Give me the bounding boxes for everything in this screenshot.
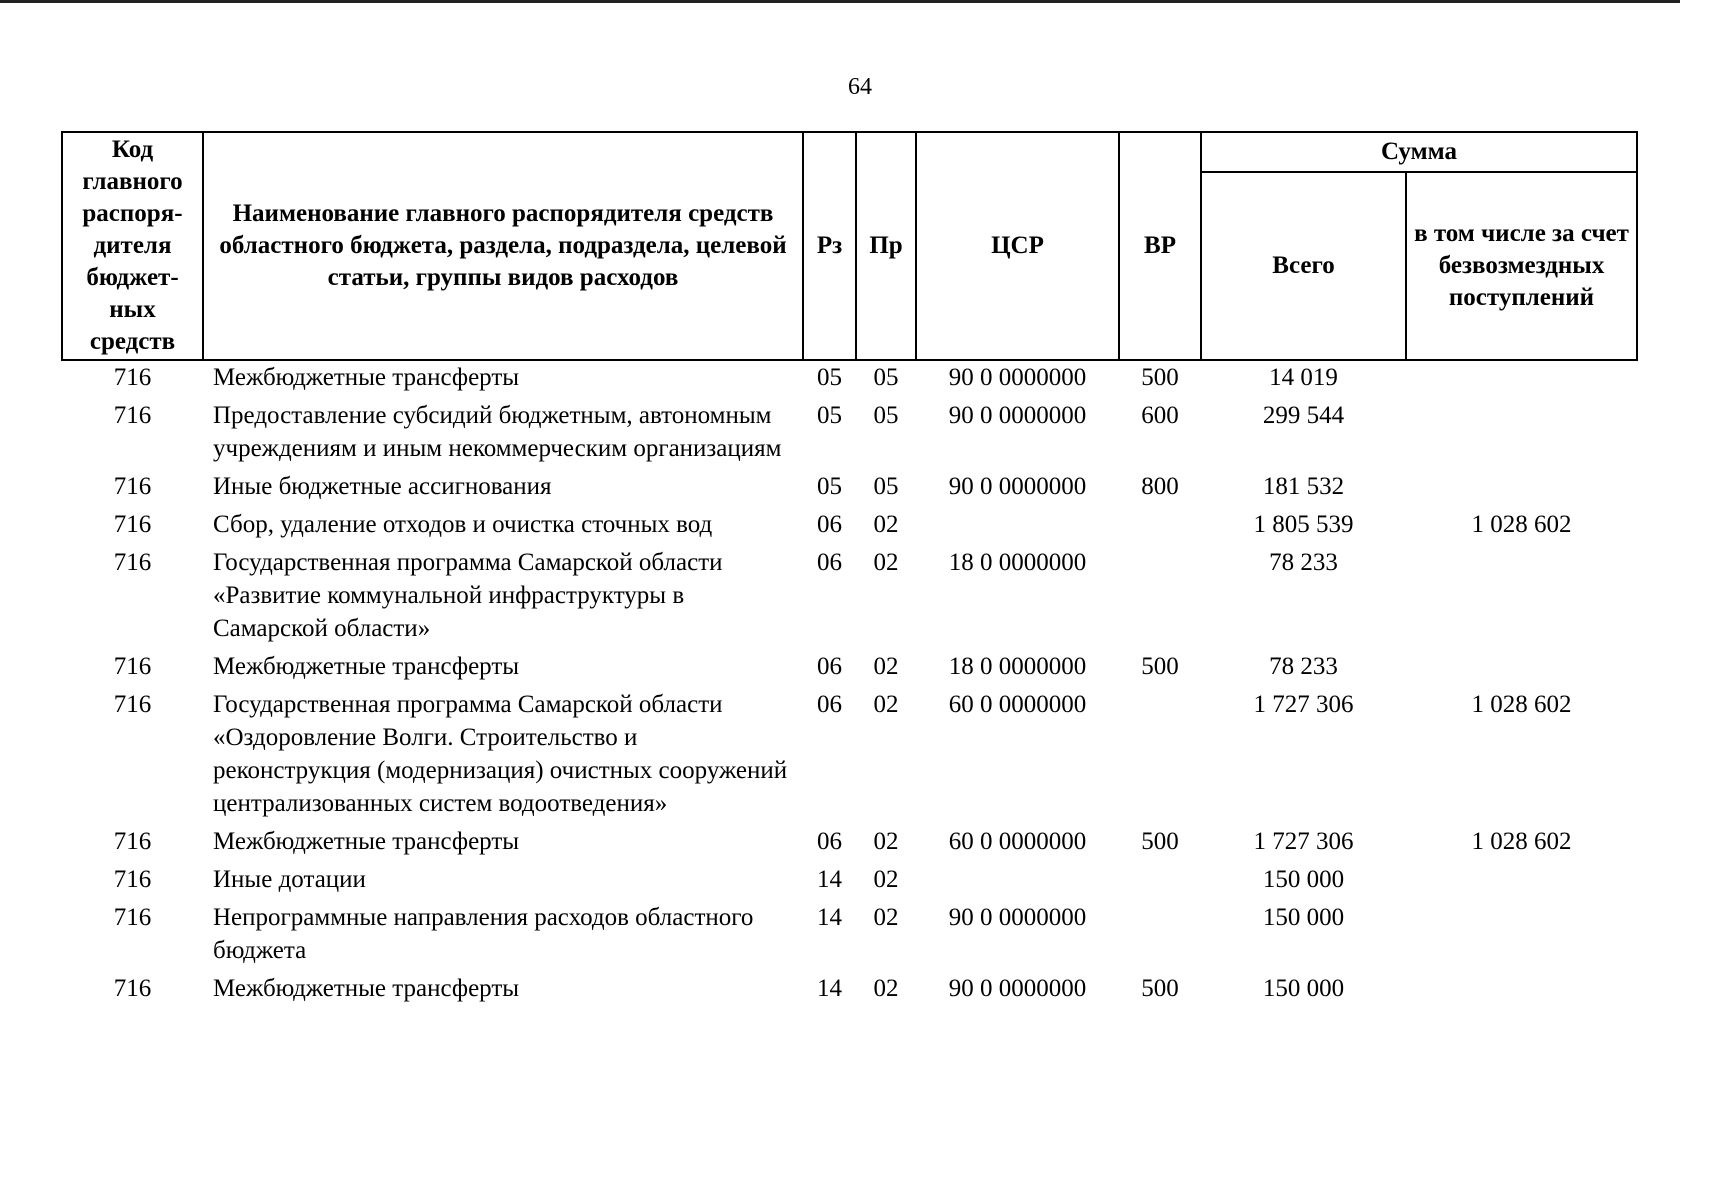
cell-csr: 60 0 0000000: [948, 691, 1087, 718]
header-name: Наименование главного распорядителя средств областного бюджета, раздела, подраздела, целевой статьи, группы видов расходов: [203, 132, 803, 360]
cell-pr: 02: [873, 866, 899, 893]
cell-name: Межбюджетные трансферты: [213, 975, 520, 1002]
cell-name: Иные дотации: [213, 866, 366, 893]
header-sum: Сумма: [1201, 132, 1637, 172]
cell-csr: [916, 863, 1119, 901]
cell-vr: 600: [1141, 402, 1179, 429]
cell-vr: 500: [1141, 828, 1179, 855]
cell-code: 716: [113, 828, 152, 855]
cell-vr: [1119, 508, 1201, 546]
cell-total: 150 000: [1262, 975, 1345, 1002]
cell-grant: [1406, 470, 1637, 508]
cell-pr: 05: [873, 402, 899, 429]
table-row: [62, 399, 1637, 470]
cell-pr: 02: [873, 549, 899, 576]
cell-code: 716: [113, 402, 152, 429]
top-border-line: [0, 0, 1680, 3]
header-pr: Пр: [856, 132, 916, 360]
table-row: [62, 546, 1637, 650]
cell-pr: 02: [873, 653, 899, 680]
cell-vr: [1119, 863, 1201, 901]
table-row: [62, 360, 1637, 399]
cell-rz: 06: [817, 511, 842, 538]
cell-grant: 1 028 602: [1471, 828, 1572, 855]
table-row: [62, 972, 1637, 1010]
cell-total: 14 019: [1269, 364, 1338, 391]
table-row: [62, 901, 1637, 972]
cell-total: 1 727 306: [1253, 828, 1354, 855]
table-header: [62, 132, 1637, 360]
cell-name: Непрограммные направления расходов областного бюджета: [213, 904, 754, 964]
cell-rz: 06: [817, 828, 842, 855]
cell-total: 299 544: [1262, 402, 1345, 429]
cell-name: Государственная программа Самарской области «Развитие коммунальной инфраструктуры в Самарской области»: [213, 549, 723, 642]
header-grant: в том числе за счет безвозмездных поступлений: [1406, 172, 1637, 360]
cell-code: 716: [113, 549, 152, 576]
cell-vr: [1119, 688, 1201, 825]
cell-csr: 90 0 0000000: [948, 904, 1087, 931]
cell-code: 716: [113, 691, 152, 718]
cell-csr: 18 0 0000000: [948, 653, 1087, 680]
cell-csr: 90 0 0000000: [948, 473, 1087, 500]
cell-vr: 500: [1141, 364, 1179, 391]
table-row: [62, 470, 1637, 508]
cell-name: Межбюджетные трансферты: [213, 828, 520, 855]
cell-rz: 06: [817, 653, 842, 680]
cell-vr: 500: [1141, 975, 1179, 1002]
cell-total: 150 000: [1262, 904, 1345, 931]
cell-grant: [1406, 863, 1637, 901]
table-row: [62, 688, 1637, 825]
cell-pr: 05: [873, 364, 899, 391]
cell-vr: [1119, 901, 1201, 972]
cell-csr: 90 0 0000000: [948, 402, 1087, 429]
cell-name: Государственная программа Самарской области «Оздоровление Волги. Строительство и реконструкция (модернизация) очистных сооружений централизованных систем водоотведения»: [213, 691, 788, 817]
cell-grant: 1 028 602: [1471, 691, 1572, 718]
cell-csr: 60 0 0000000: [948, 828, 1087, 855]
cell-pr: 02: [873, 828, 899, 855]
table-row: [62, 863, 1637, 901]
cell-vr: [1119, 546, 1201, 650]
header-row-top: [62, 132, 1637, 172]
cell-vr: 800: [1141, 473, 1179, 500]
cell-name: Межбюджетные трансферты: [213, 653, 520, 680]
header-total: Всего: [1201, 172, 1406, 360]
cell-code: 716: [113, 364, 152, 391]
cell-code: 716: [113, 904, 152, 931]
cell-grant: [1406, 650, 1637, 688]
cell-code: 716: [113, 473, 152, 500]
cell-grant: 1 028 602: [1471, 511, 1572, 538]
cell-grant: [1406, 901, 1637, 972]
cell-name: Предоставление субсидий бюджетным, автономным учреждениям и иным некоммерческим организациям: [213, 402, 782, 462]
header-code: Код главного распоря-дителя бюджет-ных средств: [62, 132, 203, 360]
cell-code: 716: [113, 653, 152, 680]
table-row: [62, 825, 1637, 863]
cell-code: 716: [113, 511, 152, 538]
cell-pr: 05: [873, 473, 899, 500]
cell-total: 1 727 306: [1253, 691, 1354, 718]
cell-pr: 02: [873, 904, 899, 931]
cell-pr: 02: [873, 975, 899, 1002]
cell-total: 1 805 539: [1253, 511, 1354, 538]
cell-vr: 500: [1141, 653, 1179, 680]
cell-total: 78 233: [1269, 653, 1338, 680]
table-row: [62, 650, 1637, 688]
cell-pr: 02: [873, 511, 899, 538]
cell-csr: [916, 508, 1119, 546]
cell-name: Сбор, удаление отходов и очистка сточных вод: [213, 511, 713, 538]
cell-pr: 02: [873, 691, 899, 718]
cell-total: 181 532: [1262, 473, 1345, 500]
cell-rz: 05: [817, 473, 842, 500]
cell-name: Межбюджетные трансферты: [213, 364, 520, 391]
cell-code: 716: [113, 866, 152, 893]
table-row: [62, 508, 1637, 546]
header-rz: Рз: [803, 132, 856, 360]
cell-csr: 90 0 0000000: [948, 364, 1087, 391]
cell-total: 150 000: [1262, 866, 1345, 893]
cell-rz: 14: [817, 866, 842, 893]
header-csr: ЦСР: [916, 132, 1119, 360]
cell-name: Иные бюджетные ассигнования: [213, 473, 552, 500]
header-vr: ВР: [1119, 132, 1201, 360]
cell-rz: 14: [817, 975, 842, 1002]
cell-rz: 06: [817, 549, 842, 576]
cell-rz: 06: [817, 691, 842, 718]
page-number: 64: [848, 74, 872, 100]
cell-rz: 05: [817, 364, 842, 391]
cell-code: 716: [113, 975, 152, 1002]
cell-grant: [1406, 360, 1637, 399]
table-body: [62, 360, 1637, 1010]
cell-grant: [1406, 972, 1637, 1010]
cell-csr: 90 0 0000000: [948, 975, 1087, 1002]
cell-csr: 18 0 0000000: [948, 549, 1087, 576]
cell-grant: [1406, 399, 1637, 470]
cell-rz: 14: [817, 904, 842, 931]
cell-rz: 05: [817, 402, 842, 429]
cell-grant: [1406, 546, 1637, 650]
budget-table: [61, 131, 1638, 1010]
cell-total: 78 233: [1269, 549, 1338, 576]
